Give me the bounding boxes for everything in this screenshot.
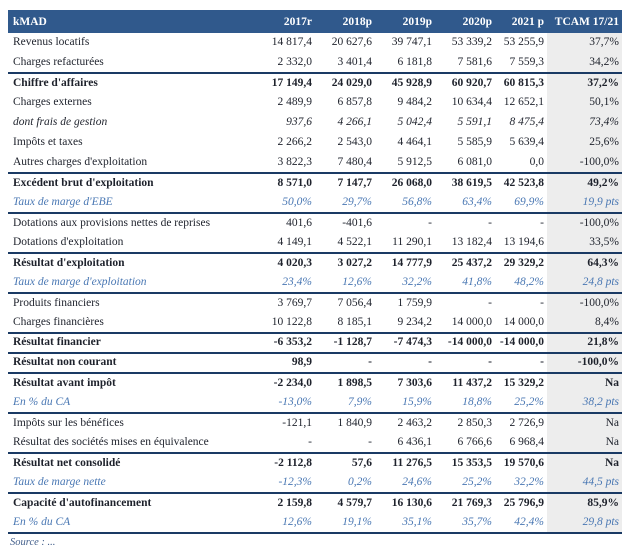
column-header-tcam: TCAM 17/21	[547, 10, 622, 33]
table-row-ratio	[8, 193, 622, 213]
cell-value: 2 159,8	[255, 493, 315, 513]
cell-value: 25,2%	[514, 395, 544, 408]
cell-tcam: 38,2 pts	[547, 393, 622, 413]
cell-value: -6 353,2	[255, 333, 315, 353]
table-row	[8, 293, 622, 313]
cell-value: 23,4%	[282, 275, 312, 288]
table-row-ratio	[8, 273, 622, 293]
cell-value: 56,8%	[402, 195, 432, 208]
row-label: Produits financiers	[8, 293, 255, 313]
cell-tcam: 19,9 pts	[547, 193, 622, 213]
cell-value: 53 255,9	[503, 36, 544, 49]
cell-value: -14 000,0	[495, 333, 547, 353]
cell-value: 41,8%	[462, 275, 492, 288]
table-header	[8, 10, 622, 33]
table-row	[8, 313, 622, 333]
cell-value: -1 128,7	[315, 333, 375, 353]
cell-value: 25,2%	[462, 475, 492, 488]
column-header-2021p: 2021 p	[495, 10, 547, 33]
cell-value: 3 401,4	[337, 55, 372, 68]
cell-value: -	[368, 435, 372, 448]
cell-value: -	[435, 353, 495, 373]
cell-value: 7 147,7	[315, 173, 375, 193]
column-header-2019p: 2019p	[375, 10, 435, 33]
cell-value: 6 857,8	[337, 96, 372, 109]
cell-value: 1 759,9	[375, 293, 435, 313]
table-body	[8, 33, 622, 533]
cell-tcam: Na	[547, 413, 622, 433]
cell-value: 18,8%	[462, 395, 492, 408]
row-label: Résultat financier	[8, 333, 255, 353]
cell-value: 2 726,9	[495, 413, 547, 433]
cell-value: 53 339,2	[451, 36, 492, 49]
cell-value: -	[308, 435, 312, 448]
table-row	[8, 133, 622, 153]
row-label: Dotations d'exploitation	[13, 235, 124, 248]
cell-value: 0,0	[529, 155, 544, 168]
cell-value: 60 815,3	[495, 73, 547, 93]
cell-value: 2 543,0	[337, 136, 372, 149]
cell-value: 48,2%	[514, 275, 544, 288]
cell-value: 19 570,6	[495, 453, 547, 473]
cell-value: 7 480,4	[337, 155, 372, 168]
cell-tcam: 37,7%	[547, 33, 622, 53]
cell-value: 10 634,4	[451, 96, 492, 109]
cell-value: 6 968,4	[509, 435, 544, 448]
cell-value: -	[495, 213, 547, 233]
cell-value: -401,6	[315, 213, 375, 233]
cell-tcam: Na	[547, 453, 622, 473]
cell-tcam: Na	[547, 433, 622, 453]
cell-value: 4 149,1	[277, 235, 312, 248]
row-label: Autres charges d'exploitation	[13, 155, 148, 168]
table-row-ratio	[8, 393, 622, 413]
cell-value: 7 581,6	[457, 55, 492, 68]
cell-value: -	[435, 293, 495, 313]
cell-tcam: 34,2%	[547, 53, 622, 73]
row-label: Taux de marge d'exploitation	[13, 275, 147, 288]
table-row-total	[8, 453, 622, 473]
cell-value: 5 585,9	[457, 136, 492, 149]
cell-value: 15 353,5	[435, 453, 495, 473]
row-label: Charges externes	[13, 96, 92, 109]
cell-value: 14 777,9	[375, 253, 435, 273]
cell-value: 8 571,0	[255, 173, 315, 193]
table-row	[8, 53, 622, 73]
cell-value: 5 591,1	[457, 116, 492, 129]
cell-value: 15,9%	[402, 395, 432, 408]
table-row-total	[8, 493, 622, 513]
column-header-kmad: kMAD	[8, 10, 255, 33]
table-row-ratio	[8, 513, 622, 533]
cell-value: 50,0%	[282, 195, 312, 208]
table-row	[8, 93, 622, 113]
row-label: dont frais de gestion	[13, 116, 108, 129]
cell-value: 20 627,6	[331, 36, 372, 49]
income-statement-table	[8, 10, 622, 534]
table-row-total	[8, 173, 622, 193]
row-label: Résultat net consolidé	[8, 453, 255, 473]
table-row	[8, 433, 622, 453]
cell-value: 13 182,4	[451, 235, 492, 248]
cell-tcam: 73,4%	[547, 113, 622, 133]
cell-value: 45 928,9	[375, 73, 435, 93]
cell-tcam: 25,6%	[547, 133, 622, 153]
cell-value: 2 850,3	[435, 413, 495, 433]
cell-value: 26 068,0	[375, 173, 435, 193]
cell-value: 4 020,3	[255, 253, 315, 273]
cell-value: -	[375, 213, 435, 233]
cell-value: 6 181,8	[397, 55, 432, 68]
cell-tcam: -100,0%	[547, 153, 622, 173]
row-label: Taux de marge nette	[13, 475, 106, 488]
cell-value: 11 290,1	[392, 235, 432, 248]
cell-tcam: 33,5%	[547, 233, 622, 253]
cell-value: -	[315, 353, 375, 373]
cell-value: 2 463,2	[375, 413, 435, 433]
cell-tcam: 85,9%	[547, 493, 622, 513]
row-label: Résultat non courant	[8, 353, 255, 373]
table-row-total	[8, 73, 622, 93]
cell-value: 3 027,2	[315, 253, 375, 273]
cell-value: 13 194,6	[503, 235, 544, 248]
cell-value: 1 840,9	[315, 413, 375, 433]
cell-value: 57,6	[315, 453, 375, 473]
row-label: Revenus locatifs	[13, 36, 90, 49]
column-header-2018p: 2018p	[315, 10, 375, 33]
cell-value: 42,4%	[495, 513, 547, 533]
cell-value: 4 522,1	[337, 235, 372, 248]
cell-value: 937,6	[286, 116, 312, 129]
row-label: Dotations aux provisions nettes de reprises	[8, 213, 255, 233]
cell-value: 3 822,3	[277, 155, 312, 168]
cell-value: 39 747,1	[391, 36, 432, 49]
cell-value: 0,2%	[348, 475, 372, 488]
table-row	[8, 153, 622, 173]
row-label: Impôts et taxes	[13, 136, 83, 149]
cell-value: 14 000,0	[451, 315, 492, 328]
table-row-total	[8, 253, 622, 273]
cell-tcam: -100,0%	[547, 353, 622, 373]
cell-value: 24 029,0	[315, 73, 375, 93]
table-row	[8, 33, 622, 53]
cell-value: 4 579,7	[315, 493, 375, 513]
row-label: Charges refacturées	[13, 55, 104, 68]
table-row	[8, 233, 622, 253]
cell-value: 6 766,6	[457, 435, 492, 448]
cell-value: 32,2%	[402, 275, 432, 288]
cell-value: 7 056,4	[315, 293, 375, 313]
row-label: Chiffre d'affaires	[8, 73, 255, 93]
cell-value: 35,7%	[435, 513, 495, 533]
cell-value: 60 920,7	[435, 73, 495, 93]
table-row-total	[8, 353, 622, 373]
cell-value: 3 769,7	[255, 293, 315, 313]
cell-tcam: -100,0%	[547, 293, 622, 313]
row-label: Charges financières	[13, 315, 104, 328]
cell-value: -121,1	[255, 413, 315, 433]
cell-value: 32,2%	[514, 475, 544, 488]
row-label: Résultat d'exploitation	[8, 253, 255, 273]
cell-tcam: 24,8 pts	[547, 273, 622, 293]
cell-value: 5 042,4	[397, 116, 432, 129]
cell-value: 4 464,1	[397, 136, 432, 149]
cell-value: 19,1%	[315, 513, 375, 533]
cell-value: 25 437,2	[435, 253, 495, 273]
cell-value: 2 266,2	[277, 136, 312, 149]
column-header-2020p: 2020p	[435, 10, 495, 33]
table-row-total	[8, 333, 622, 353]
cell-value: 15 329,2	[495, 373, 547, 393]
cell-value: 17 149,4	[255, 73, 315, 93]
cell-value: 12,6%	[255, 513, 315, 533]
cell-value: 10 122,8	[271, 315, 312, 328]
cell-value: 11 437,2	[435, 373, 495, 393]
cell-value: 24,6%	[402, 475, 432, 488]
cell-value: 21 769,3	[435, 493, 495, 513]
cell-value: -14 000,0	[435, 333, 495, 353]
row-label: Capacité d'autofinancement	[8, 493, 255, 513]
cell-value: 63,4%	[462, 195, 492, 208]
cell-value: -2 112,8	[255, 453, 315, 473]
cell-value: 14 817,4	[271, 36, 312, 49]
cell-value: 29 329,2	[495, 253, 547, 273]
cell-value: -13,0%	[278, 395, 312, 408]
row-label: Impôts sur les bénéfices	[8, 413, 255, 433]
cell-tcam: 21,8%	[547, 333, 622, 353]
cell-value: 12,6%	[342, 275, 372, 288]
cell-tcam: 44,5 pts	[547, 473, 622, 493]
cell-value: 11 276,5	[375, 453, 435, 473]
cell-value: 42 523,8	[495, 173, 547, 193]
cell-value: 16 130,6	[375, 493, 435, 513]
cell-tcam: 49,2%	[547, 173, 622, 193]
row-label: Taux de marge d'EBE	[13, 195, 113, 208]
cell-value: 29,7%	[342, 195, 372, 208]
cell-value: 5 639,4	[509, 136, 544, 149]
cell-tcam: 64,3%	[547, 253, 622, 273]
cell-value: 12 652,1	[503, 96, 544, 109]
cell-value: 25 796,9	[495, 493, 547, 513]
cell-value: -	[375, 353, 435, 373]
cell-tcam: 37,2%	[547, 73, 622, 93]
cell-value: -	[435, 213, 495, 233]
cell-value: 7 559,3	[509, 55, 544, 68]
cell-value: 5 912,5	[397, 155, 432, 168]
cell-value: 401,6	[255, 213, 315, 233]
row-label: En % du CA	[13, 395, 71, 408]
cell-value: 38 619,5	[435, 173, 495, 193]
table-row-detail	[8, 113, 622, 133]
cell-tcam: 50,1%	[547, 93, 622, 113]
cell-tcam: 29,8 pts	[547, 513, 622, 533]
cell-value: -12,3%	[278, 475, 312, 488]
cell-value: -2 234,0	[255, 373, 315, 393]
cell-value: 98,9	[255, 353, 315, 373]
cell-value: 1 898,5	[315, 373, 375, 393]
header-row	[8, 10, 622, 33]
cell-value: 9 484,2	[397, 96, 432, 109]
cell-value: 7,9%	[348, 395, 372, 408]
cell-value: 2 489,9	[277, 96, 312, 109]
cell-value: -	[495, 293, 547, 313]
cell-value: 4 266,1	[337, 116, 372, 129]
row-label: Résultat des sociétés mises en équivalence	[13, 435, 209, 448]
column-header-2017r: 2017r	[255, 10, 315, 33]
table-row-ratio	[8, 473, 622, 493]
cell-value: 2 332,0	[277, 55, 312, 68]
cell-value: 8 475,4	[509, 116, 544, 129]
cell-tcam: -100,0%	[547, 213, 622, 233]
cell-value: 35,1%	[375, 513, 435, 533]
row-label: Résultat avant impôt	[8, 373, 255, 393]
cell-tcam: 8,4%	[547, 313, 622, 333]
row-label: En % du CA	[8, 513, 255, 533]
table-row	[8, 413, 622, 433]
table-row-total	[8, 373, 622, 393]
cell-tcam: Na	[547, 373, 622, 393]
cell-value: 7 303,6	[375, 373, 435, 393]
table-row	[8, 213, 622, 233]
cell-value: 6 081,0	[457, 155, 492, 168]
source-note: Source : ...	[10, 537, 56, 545]
cell-value: 6 436,1	[397, 435, 432, 448]
cell-value: -	[495, 353, 547, 373]
row-label: Excédent brut d'exploitation	[8, 173, 255, 193]
cell-value: 14 000,0	[503, 315, 544, 328]
cell-value: 8 185,1	[337, 315, 372, 328]
cell-value: 9 234,2	[397, 315, 432, 328]
cell-value: -7 474,3	[375, 333, 435, 353]
cell-value: 69,9%	[514, 195, 544, 208]
